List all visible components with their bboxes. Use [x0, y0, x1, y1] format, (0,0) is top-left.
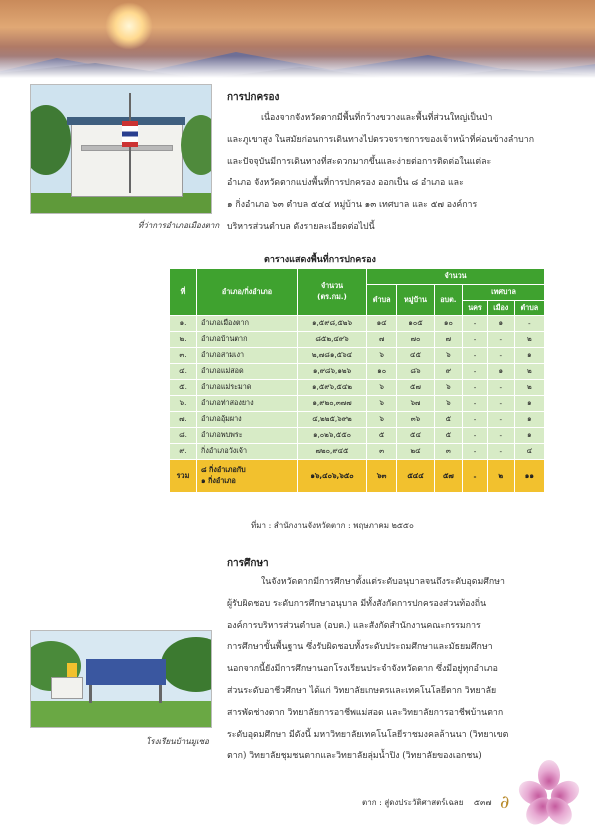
- col-tambon: ตำบล: [367, 285, 397, 316]
- yellow-flag: [67, 663, 77, 677]
- col-no: ที่: [170, 269, 197, 316]
- governance-paragraph: [227, 108, 557, 239]
- page-number: ๕๓๗: [473, 798, 492, 807]
- col-municipality: เทศบาล: [463, 285, 545, 301]
- education-line: องค์การบริหารส่วนตำบล (อบต.) และสังกัดสำนักงานคณะกรรมการ: [227, 620, 481, 631]
- table-row: ๔. อำเภอแม่สอด ๑,๙๘๖,๑๒๖ ๑๐ ๘๖ ๙ - ๑ ๒: [170, 364, 545, 380]
- sun-glow: [105, 2, 153, 50]
- education-line: ระดับอุดมศึกษา มีดังนี้ มหาวิทยาลัยเทคโนโลยีราชมงคลล้านนา (วิทยาเขต: [227, 729, 509, 740]
- table-row: ๘. อำเภอพบพระ ๑,๐๒๖,๕๕๐ ๕ ๕๔ ๕ - - ๑: [170, 428, 545, 444]
- swirl-ornament-icon: ∂: [500, 792, 510, 813]
- education-line: สารพัดช่างตาก วิทยาลัยการอาชีพแม่สอด และวิทยาลัยการอาชีพบ้านตาก: [227, 707, 504, 718]
- col-nakhon: นคร: [463, 301, 488, 316]
- education-line: การศึกษาขั้นพื้นฐาน ซึ่งรับผิดชอบทั้งระดับประถมศึกษาและมัธยมศึกษา: [227, 642, 493, 653]
- district-office-photo: [30, 84, 212, 214]
- education-line: ผู้รับผิดชอบ ระดับการศึกษาอนุบาล มีทั้งสังกัดการปกครองส่วนท้องถิ่น: [227, 598, 487, 609]
- table-row: ๓. อำเภอสามเงา ๒,๗๘๑,๕๖๔ ๖ ๔๕ ๖ - - ๑: [170, 348, 545, 364]
- education-line: ตาก) วิทยาลัยชุมชนตากและวิทยาลัยลุ่มน้ำปิง (วิทยาลัยของเอกชน): [227, 751, 482, 762]
- education-paragraph: [227, 572, 567, 768]
- table-row: ๗. อำเภออุ้มผาง ๔,๒๒๕,๖๙๒ ๖ ๓๖ ๕ - - ๑: [170, 412, 545, 428]
- page-footer: [362, 796, 491, 809]
- governance-heading: การปกครอง: [227, 92, 280, 103]
- table-source: ที่มา : สำนักงานจังหวัดตาก : พฤษภาคม ๒๕๕๐: [251, 521, 414, 530]
- education-heading: การศึกษา: [227, 558, 269, 569]
- education-line: นอกจากนี้ยังมีการศึกษานอกโรงเรียนประจำจังหวัดตาก ซึ่งมีอยู่ทุกอำเภอ: [227, 664, 498, 675]
- governance-line: และปัจจุบันมีการเดินทางที่สะดวกมากขึ้นและง่ายต่อการติดต่อในแต่ละ: [227, 156, 492, 167]
- table-row: ๖. อำเภอท่าสองยาง ๑,๙๒๐,๓๗๗ ๖ ๖๗ ๖ - - ๑: [170, 396, 545, 412]
- education-line: ส่วนระดับอาชีวศึกษา ได้แก่ วิทยาลัยเกษตรและเทคโนโลยีตาก วิทยาลัย: [227, 685, 497, 696]
- table-total-row: รวม ๘ กิ่งอำเภอกับ ๑ กิ่งอำเภอ ๑๖,๔๐๖,๖๕๐ ๖๓ ๕๔๔ ๕๗ - ๒ ๑๑: [170, 460, 545, 493]
- thai-flag: [122, 121, 138, 147]
- col-tao: อบต.: [434, 285, 462, 316]
- photo1-caption: ที่ว่าการอำเภอเมืองตาก: [138, 221, 220, 230]
- footer-text: ตาก : สู่ดงประวัติศาสตร์เฉลย: [362, 798, 464, 807]
- table-row: ๒. อำเภอบ้านตาก ๘๕๒,๔๙๖ ๗ ๗๐ ๗ - - ๒: [170, 332, 545, 348]
- school-photo: [30, 630, 212, 728]
- administration-table: [169, 268, 545, 493]
- col-count: จำนวน: [367, 269, 545, 285]
- table-row: ๙. กิ่งอำเภอวังเจ้า ๗๒๐,๙๔๕ ๓ ๒๔ ๓ - - ๔: [170, 444, 545, 460]
- col-tambon-muni: ตำบล: [514, 301, 544, 316]
- col-district: อำเภอ/กิ่งอำเภอ: [197, 269, 298, 316]
- orchid-flower-icon: [514, 760, 584, 830]
- header-banner: [0, 0, 595, 78]
- col-area: จำนวน (ตร.กม.): [298, 269, 367, 316]
- table-row: ๕. อำเภอแม่ระมาด ๑,๕๙๖,๕๔๒ ๖ ๕๗ ๖ - - ๒: [170, 380, 545, 396]
- governance-line: บริหารส่วนตำบล ดังรายละเอียดต่อไปนี้: [227, 221, 375, 232]
- table-row: ๑. อำเภอเมืองตาก ๑,๕๙๘,๕๒๖ ๑๔ ๑๐๕ ๑๐ - ๑ -: [170, 316, 545, 332]
- education-line: ในจังหวัดตากมีการศึกษาตั้งแต่ระดับอนุบาลจนถึงระดับอุดมศึกษา: [261, 577, 505, 587]
- governance-line: และภูเขาสูง ในสมัยก่อนการเดินทางไปตรวจราชการของเจ้าหน้าที่ค่อนข้างลำบาก: [227, 134, 535, 145]
- table-title: ตารางแสดงพื้นที่การปกครอง: [264, 255, 376, 265]
- col-village: หมู่บ้าน: [397, 285, 434, 316]
- school-sign: [86, 659, 166, 685]
- banner-fade: [0, 56, 595, 78]
- governance-line: อำเภอ จังหวัดตากแบ่งพื้นที่การปกครอง ออกเป็น ๘ อำเภอ และ: [227, 178, 464, 189]
- governance-line: ๑ กิ่งอำเภอ ๖๓ ตำบล ๕๔๔ หมู่บ้าน ๑๓ เทศบาล และ ๕๗ องค์การ: [227, 200, 478, 211]
- photo2-caption: โรงเรียนบ้านมูเซอ: [146, 737, 209, 746]
- governance-line: เนื่องจากจังหวัดตากมีพื้นที่กว้างขวางและพื้นที่ส่วนใหญ่เป็นป่า: [261, 113, 493, 123]
- col-mueang: เมือง: [487, 301, 514, 316]
